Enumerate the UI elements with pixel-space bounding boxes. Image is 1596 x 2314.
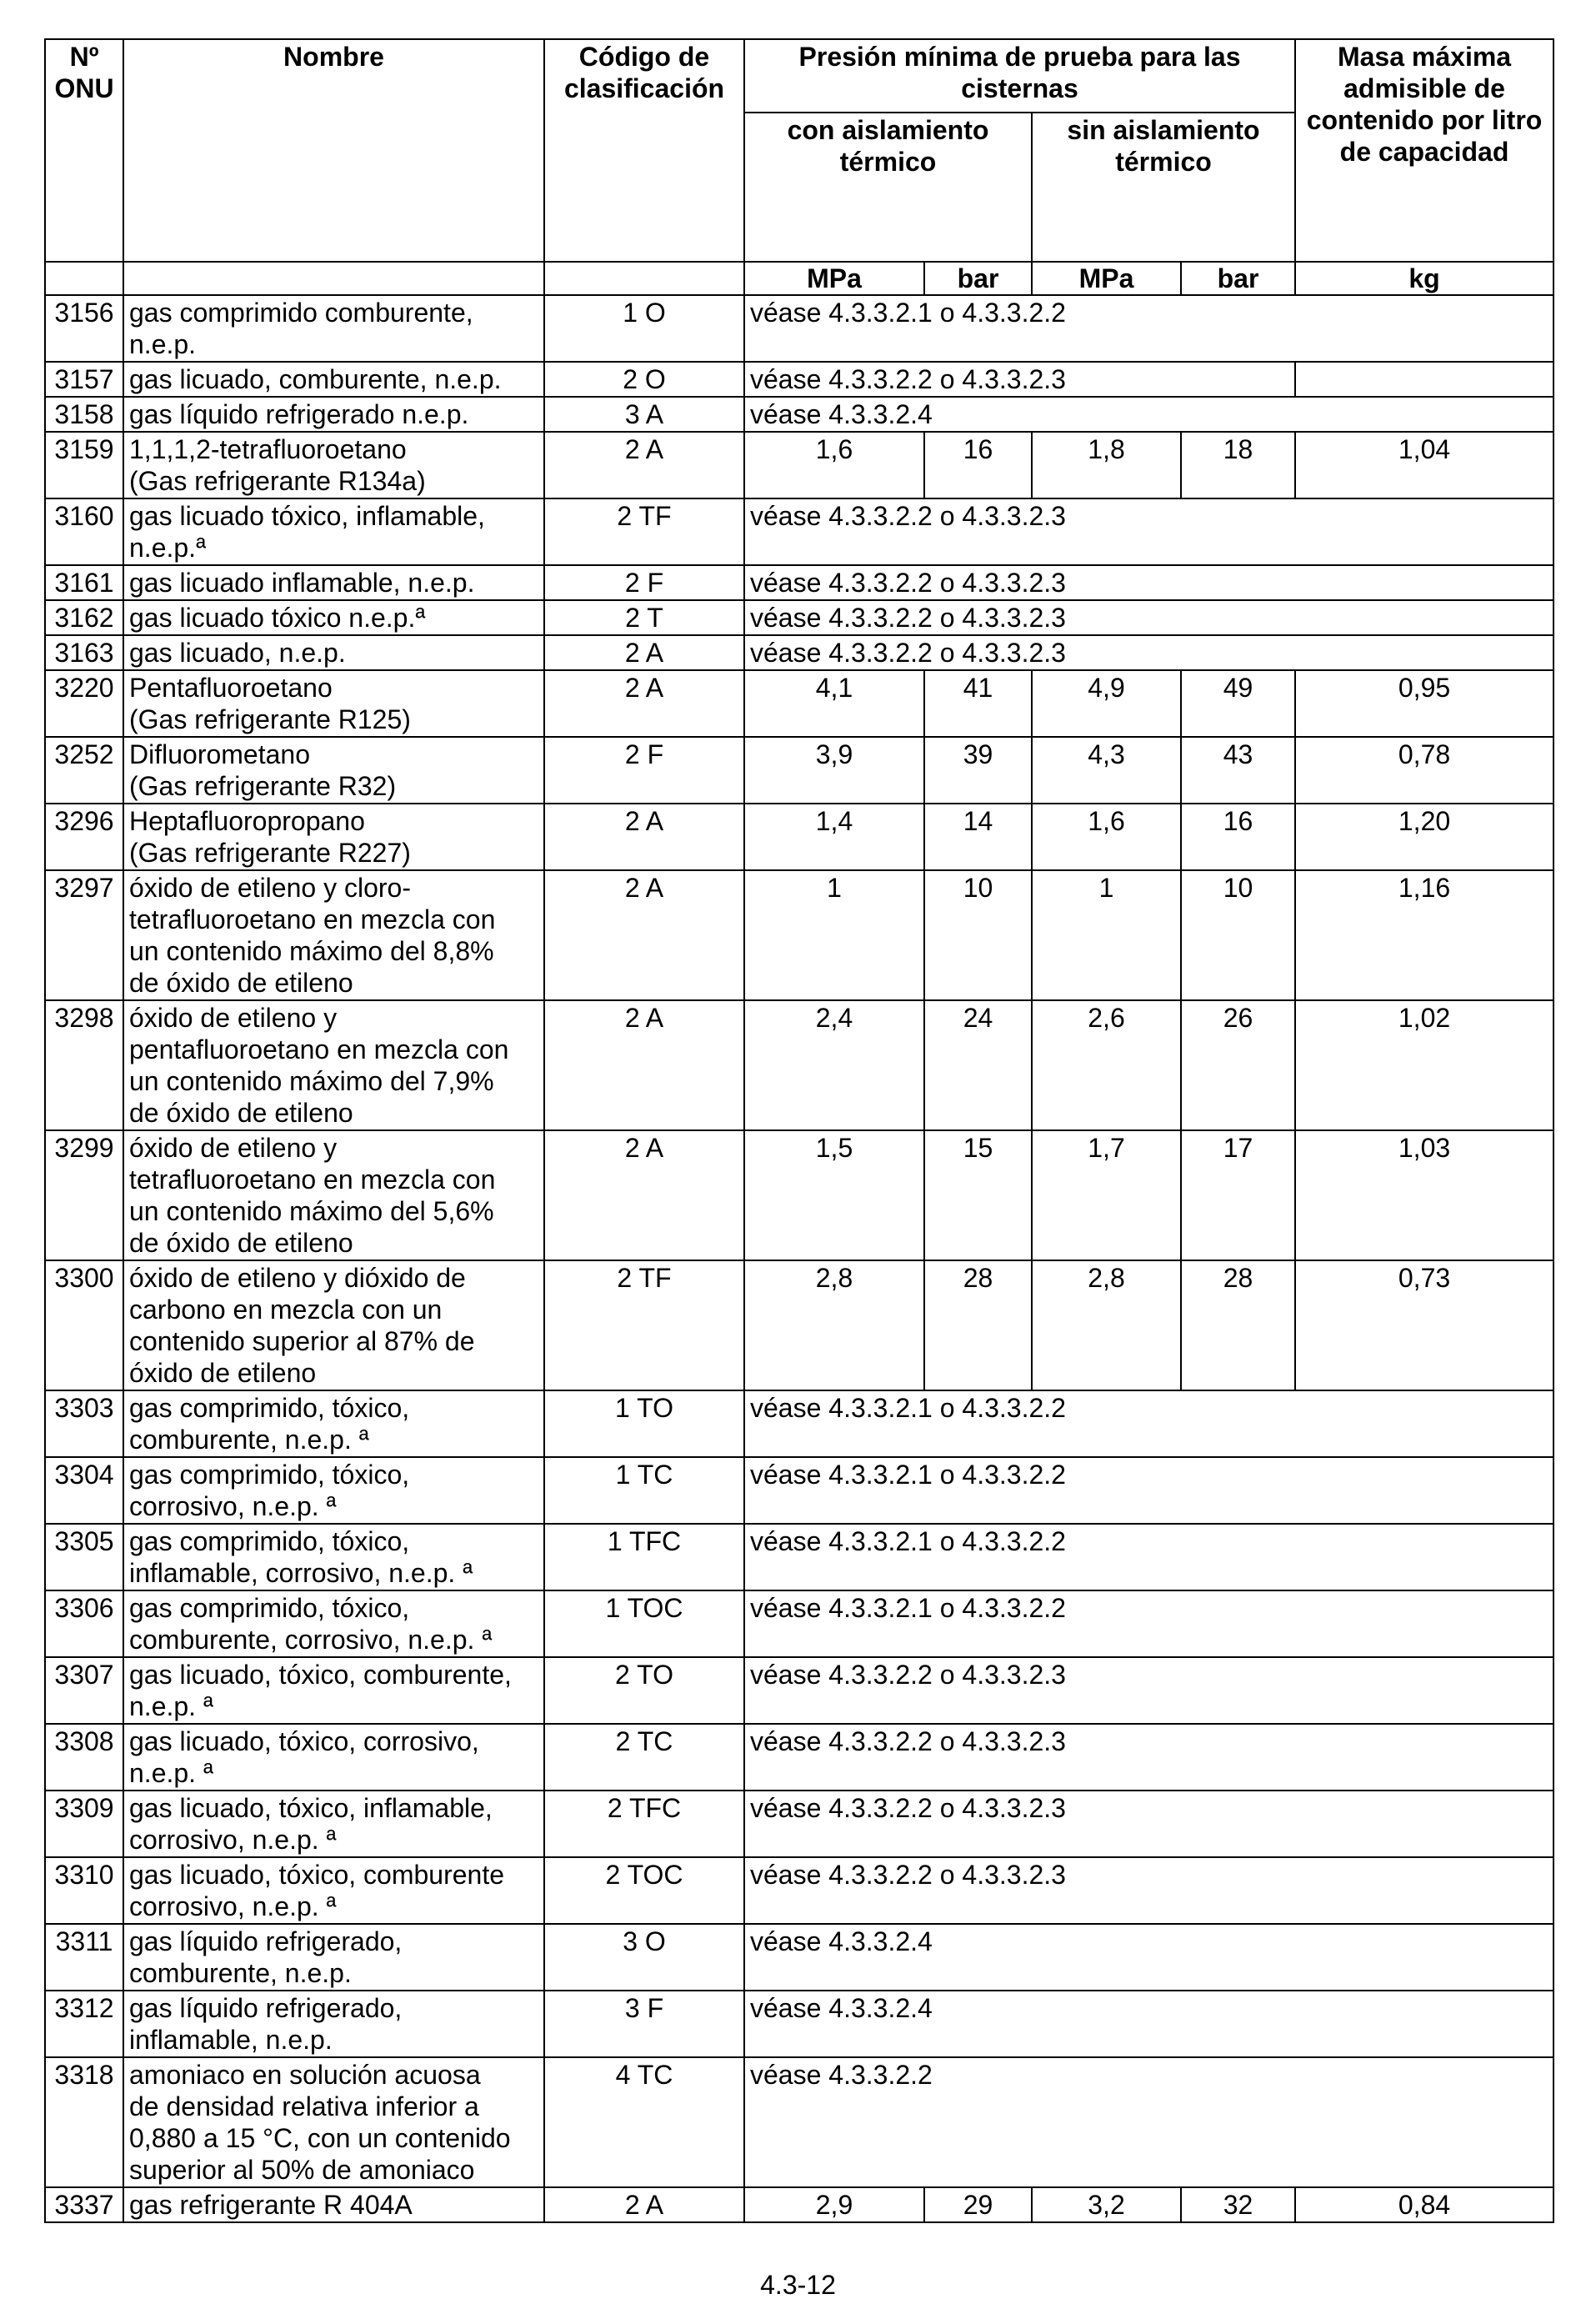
header-un-no: [45, 39, 123, 262]
table-row: [45, 397, 1553, 432]
substance-name-cell: [123, 498, 544, 565]
classification-code-cell: 1 TOC: [544, 1590, 744, 1657]
substance-name-line: gas comprimido comburente,: [129, 298, 473, 328]
substance-name-cell: [123, 804, 544, 870]
max-mass-cell: 1,02: [1295, 1000, 1553, 1130]
reference-cell: véase 4.3.3.2.2 o 4.3.3.2.3: [744, 1724, 1553, 1791]
classification-code-cell: 2 T: [544, 600, 744, 635]
un-number-cell: 3310: [45, 1857, 123, 1924]
un-number-cell: 3163: [45, 635, 123, 670]
table-row: [45, 870, 1553, 1000]
un-number-cell: 3220: [45, 670, 123, 737]
table-header: [45, 39, 1553, 295]
reference-cell: véase 4.3.3.2.2 o 4.3.3.2.3: [744, 362, 1295, 397]
classification-code-cell: 2 TO: [544, 1657, 744, 1724]
classification-code-cell: 1 O: [544, 295, 744, 362]
max-mass-cell: 0,84: [1295, 2187, 1553, 2222]
substance-name-line: gas licuado inflamable, n.e.p.: [129, 568, 475, 598]
substance-name-line: inflamable, corrosivo, n.e.p. ª: [129, 1558, 473, 1588]
classification-code-cell: 3 O: [544, 1924, 744, 1991]
substance-name-line: gas licuado, comburente, n.e.p.: [129, 364, 502, 394]
pressure-mpa-uninsulated-cell: 1,7: [1032, 1130, 1181, 1260]
substance-name-cell: [123, 1590, 544, 1657]
substance-name-line: un contenido máximo del 5,6%: [129, 1196, 494, 1226]
table-row: [45, 362, 1553, 397]
classification-code-cell: 2 O: [544, 362, 744, 397]
table-row: [45, 1000, 1553, 1130]
reference-cell: véase 4.3.3.2.2 o 4.3.3.2.3: [744, 1657, 1553, 1724]
substance-name-cell: [123, 397, 544, 432]
reference-cell: véase 4.3.3.2.4: [744, 1924, 1553, 1991]
substance-name-cell: [123, 432, 544, 498]
pressure-mpa-insulated-cell: 2,4: [744, 1000, 924, 1130]
un-number-cell: 3296: [45, 804, 123, 870]
substance-name-cell: [123, 1000, 544, 1130]
un-number-cell: 3156: [45, 295, 123, 362]
header-unit-mpa-insulated: MPa: [744, 262, 924, 295]
classification-code-cell: 4 TC: [544, 2057, 744, 2187]
un-number-cell: 3312: [45, 1991, 123, 2057]
substance-name-line: 1,1,1,2-tetrafluoroetano: [129, 434, 407, 464]
substance-name-line: corrosivo, n.e.p. ª: [129, 1825, 337, 1855]
classification-code-cell: 2 A: [544, 804, 744, 870]
substance-name-line: gas líquido refrigerado,: [129, 1993, 403, 2023]
reference-cell: véase 4.3.3.2.2: [744, 2057, 1553, 2187]
substance-name-line: gas líquido refrigerado,: [129, 1926, 403, 1956]
reference-cell: véase 4.3.3.2.4: [744, 1991, 1553, 2057]
header-unit-bar-insulated: bar: [924, 262, 1032, 295]
substance-name-cell: [123, 362, 544, 397]
header-unit-kg: kg: [1295, 262, 1553, 295]
substance-name-line: tetrafluoroetano en mezcla con: [129, 904, 496, 934]
pressure-bar-uninsulated-cell: 26: [1181, 1000, 1295, 1130]
substance-name-line: n.e.p. ª: [129, 1758, 213, 1788]
pressure-mpa-uninsulated-cell: 1: [1032, 870, 1181, 1000]
substance-name-line: de óxido de etileno: [129, 1098, 353, 1128]
max-mass-cell: 1,04: [1295, 432, 1553, 498]
classification-code-cell: 2 TC: [544, 1724, 744, 1791]
classification-code-cell: 3 A: [544, 397, 744, 432]
table-row: [45, 1260, 1553, 1390]
reference-cell: véase 4.3.3.2.2 o 4.3.3.2.3: [744, 635, 1553, 670]
classification-code-cell: 1 TO: [544, 1390, 744, 1457]
pressure-bar-uninsulated-cell: 49: [1181, 670, 1295, 737]
substance-name-line: gas comprimido, tóxico,: [129, 1460, 410, 1490]
max-mass-cell: 0,73: [1295, 1260, 1553, 1390]
max-mass-cell: 1,20: [1295, 804, 1553, 870]
reference-cell: véase 4.3.3.2.1 o 4.3.3.2.2: [744, 1590, 1553, 1657]
un-number-cell: 3158: [45, 397, 123, 432]
substance-name-line: carbono en mezcla con un: [129, 1295, 443, 1325]
pressure-bar-insulated-cell: 16: [924, 432, 1032, 498]
table-body: [45, 295, 1553, 2222]
substance-name-line: corrosivo, n.e.p. ª: [129, 1491, 337, 1521]
table-row: [45, 1724, 1553, 1791]
table-row: [45, 635, 1553, 670]
substance-name-line: un contenido máximo del 7,9%: [129, 1066, 494, 1096]
un-number-cell: 3297: [45, 870, 123, 1000]
un-number-cell: 3307: [45, 1657, 123, 1724]
substance-name-line: gas comprimido, tóxico,: [129, 1393, 410, 1423]
substance-name-cell: [123, 2057, 544, 2187]
table-row: [45, 1130, 1553, 1260]
table-row: [45, 670, 1553, 737]
un-number-cell: 3337: [45, 2187, 123, 2222]
table-row: [45, 1857, 1553, 1924]
substance-name-line: corrosivo, n.e.p. ª: [129, 1891, 337, 1921]
pressure-mpa-insulated-cell: 1,4: [744, 804, 924, 870]
pressure-mpa-insulated-cell: 1: [744, 870, 924, 1000]
pressure-mpa-uninsulated-cell: 2,6: [1032, 1000, 1181, 1130]
substance-name-cell: [123, 565, 544, 600]
classification-code-cell: 1 TFC: [544, 1524, 744, 1590]
substance-name-cell: [123, 1390, 544, 1457]
un-number-cell: 3300: [45, 1260, 123, 1390]
pressure-mpa-uninsulated-cell: 3,2: [1032, 2187, 1181, 2222]
page-number: 4.3-12: [760, 2270, 836, 2300]
pressure-bar-uninsulated-cell: 43: [1181, 737, 1295, 804]
reference-cell: véase 4.3.3.2.1 o 4.3.3.2.2: [744, 1524, 1553, 1590]
pressure-bar-uninsulated-cell: 32: [1181, 2187, 1295, 2222]
reference-cell: véase 4.3.3.2.2 o 4.3.3.2.3: [744, 600, 1553, 635]
substance-name-line: contenido superior al 87% de: [129, 1326, 475, 1356]
substance-name-cell: [123, 1791, 544, 1857]
substance-name-cell: [123, 1924, 544, 1991]
table-row: [45, 295, 1553, 362]
substance-name-line: de densidad relativa inferior a: [129, 2091, 479, 2121]
table-row: [45, 1791, 1553, 1857]
pressure-mpa-uninsulated-cell: 2,8: [1032, 1260, 1181, 1390]
un-number-cell: 3299: [45, 1130, 123, 1260]
substance-name-cell: [123, 1130, 544, 1260]
un-number-cell: 3157: [45, 362, 123, 397]
substance-name-line: (Gas refrigerante R125): [129, 704, 411, 734]
substance-name-cell: [123, 1524, 544, 1590]
substance-name-line: amoniaco en solución acuosa: [129, 2060, 481, 2090]
substance-name-line: pentafluoroetano en mezcla con: [129, 1034, 509, 1064]
un-number-cell: 3159: [45, 432, 123, 498]
un-number-cell: 3303: [45, 1390, 123, 1457]
substance-name-line: de óxido de etileno: [129, 968, 353, 998]
reference-cell: véase 4.3.3.2.2 o 4.3.3.2.3: [744, 1857, 1553, 1924]
table-row: [45, 600, 1553, 635]
substance-name-line: gas licuado, tóxico, comburente,: [129, 1660, 512, 1690]
substance-name-line: óxido de etileno: [129, 1358, 317, 1388]
classification-code-cell: 2 A: [544, 1000, 744, 1130]
substance-name-line: superior al 50% de amoniaco: [129, 2155, 475, 2185]
substance-name-line: gas refrigerante R 404A: [129, 2190, 413, 2220]
substance-name-cell: [123, 1724, 544, 1791]
header-without-insulation: sin aislamiento térmico: [1032, 113, 1295, 262]
substance-name-cell: [123, 737, 544, 804]
reference-cell: véase 4.3.3.2.2 o 4.3.3.2.3: [744, 565, 1553, 600]
header-un-no-line1: Nº: [69, 42, 99, 72]
table-row: [45, 565, 1553, 600]
max-mass-cell: 0,95: [1295, 670, 1553, 737]
table-row: [45, 1457, 1553, 1524]
un-number-cell: 3161: [45, 565, 123, 600]
un-number-cell: 3311: [45, 1924, 123, 1991]
header-un-no-line2: ONU: [54, 73, 114, 103]
pressure-mpa-insulated-cell: 1,5: [744, 1130, 924, 1260]
substance-name-line: 0,880 a 15 °C, con un contenido: [129, 2123, 511, 2153]
substance-name-line: (Gas refrigerante R32): [129, 771, 397, 801]
substance-name-line: de óxido de etileno: [129, 1228, 353, 1258]
substance-name-cell: [123, 635, 544, 670]
substance-name-line: comburente, n.e.p. ª: [129, 1425, 369, 1455]
substance-name-line: un contenido máximo del 8,8%: [129, 936, 494, 966]
pressure-bar-uninsulated-cell: 10: [1181, 870, 1295, 1000]
pressure-bar-insulated-cell: 10: [924, 870, 1032, 1000]
substance-name-line: gas licuado, n.e.p.: [129, 638, 346, 668]
classification-code-cell: 2 TF: [544, 1260, 744, 1390]
un-number-cell: 3305: [45, 1524, 123, 1590]
substance-name-line: comburente, corrosivo, n.e.p. ª: [129, 1625, 493, 1655]
pressure-bar-insulated-cell: 24: [924, 1000, 1032, 1130]
classification-code-cell: 2 TFC: [544, 1791, 744, 1857]
reference-cell: véase 4.3.3.2.4: [744, 397, 1553, 432]
table-row: [45, 1991, 1553, 2057]
substance-name-line: gas líquido refrigerado n.e.p.: [129, 399, 469, 429]
un-number-cell: 3162: [45, 600, 123, 635]
pressure-bar-uninsulated-cell: 18: [1181, 432, 1295, 498]
classification-code-cell: 2 A: [544, 635, 744, 670]
substance-name-line: n.e.p. ª: [129, 1691, 213, 1721]
table-row: [45, 2187, 1553, 2222]
un-gas-table: [44, 38, 1554, 2223]
classification-code-cell: 3 F: [544, 1991, 744, 2057]
header-name: Nombre: [123, 39, 544, 262]
max-mass-cell: [1295, 362, 1553, 397]
classification-code-cell: 2 F: [544, 565, 744, 600]
header-unit-bar-uninsulated: bar: [1181, 262, 1295, 295]
substance-name-line: tetrafluoroetano en mezcla con: [129, 1165, 496, 1195]
pressure-mpa-uninsulated-cell: 4,3: [1032, 737, 1181, 804]
substance-name-line: n.e.p.ª: [129, 533, 206, 563]
header-with-insulation: con aislamiento térmico: [744, 113, 1032, 262]
reference-cell: véase 4.3.3.2.1 o 4.3.3.2.2: [744, 1390, 1553, 1457]
substance-name-cell: [123, 1457, 544, 1524]
un-number-cell: 3252: [45, 737, 123, 804]
reference-cell: véase 4.3.3.2.1 o 4.3.3.2.2: [744, 295, 1553, 362]
classification-code-cell: 2 A: [544, 2187, 744, 2222]
substance-name-line: óxido de etileno y: [129, 1003, 338, 1033]
header-classification-code: Código de clasificación: [544, 39, 744, 262]
substance-name-line: óxido de etileno y: [129, 1133, 338, 1163]
substance-name-cell: [123, 670, 544, 737]
pressure-mpa-insulated-cell: 2,9: [744, 2187, 924, 2222]
substance-name-line: Pentafluoroetano: [129, 673, 333, 703]
un-number-cell: 3318: [45, 2057, 123, 2187]
substance-name-line: gas licuado tóxico n.e.p.ª: [129, 603, 426, 633]
pressure-mpa-insulated-cell: 4,1: [744, 670, 924, 737]
substance-name-cell: [123, 2187, 544, 2222]
header-min-test-pressure: Presión mínima de prueba para las cisternas: [744, 39, 1295, 113]
reference-cell: véase 4.3.3.2.2 o 4.3.3.2.3: [744, 1791, 1553, 1857]
table-row: [45, 737, 1553, 804]
pressure-bar-insulated-cell: 15: [924, 1130, 1032, 1260]
pressure-mpa-insulated-cell: 1,6: [744, 432, 924, 498]
header-unit-mpa-uninsulated: MPa: [1032, 262, 1181, 295]
pressure-bar-uninsulated-cell: 17: [1181, 1130, 1295, 1260]
un-number-cell: 3298: [45, 1000, 123, 1130]
pressure-bar-insulated-cell: 41: [924, 670, 1032, 737]
classification-code-cell: 2 TOC: [544, 1857, 744, 1924]
table-row: [45, 1524, 1553, 1590]
pressure-mpa-uninsulated-cell: 1,8: [1032, 432, 1181, 498]
substance-name-cell: [123, 1991, 544, 2057]
substance-name-line: gas licuado, tóxico, inflamable,: [129, 1793, 493, 1823]
table-row: [45, 498, 1553, 565]
substance-name-line: Heptafluoropropano: [129, 806, 365, 836]
substance-name-line: gas licuado tóxico, inflamable,: [129, 501, 485, 531]
table-row: [45, 1924, 1553, 1991]
header-units-blank-1: [45, 262, 123, 295]
classification-code-cell: 1 TC: [544, 1457, 744, 1524]
substance-name-line: Difluorometano: [129, 739, 310, 769]
classification-code-cell: 2 F: [544, 737, 744, 804]
substance-name-line: óxido de etileno y dióxido de: [129, 1263, 466, 1293]
pressure-mpa-uninsulated-cell: 4,9: [1032, 670, 1181, 737]
classification-code-cell: 2 A: [544, 670, 744, 737]
un-number-cell: 3160: [45, 498, 123, 565]
substance-name-cell: [123, 1657, 544, 1724]
substance-name-line: gas comprimido, tóxico,: [129, 1593, 410, 1623]
classification-code-cell: 2 A: [544, 432, 744, 498]
table-row: [45, 1657, 1553, 1724]
pressure-bar-insulated-cell: 29: [924, 2187, 1032, 2222]
table-row: [45, 432, 1553, 498]
substance-name-line: (Gas refrigerante R134a): [129, 466, 426, 496]
substance-name-line: (Gas refrigerante R227): [129, 838, 411, 868]
un-number-cell: 3308: [45, 1724, 123, 1791]
pressure-bar-uninsulated-cell: 28: [1181, 1260, 1295, 1390]
substance-name-cell: [123, 295, 544, 362]
substance-name-line: gas comprimido, tóxico,: [129, 1526, 410, 1556]
substance-name-line: inflamable, n.e.p.: [129, 2025, 333, 2055]
table-row: [45, 1390, 1553, 1457]
table-row: [45, 1590, 1553, 1657]
max-mass-cell: 1,16: [1295, 870, 1553, 1000]
un-number-cell: 3309: [45, 1791, 123, 1857]
pressure-mpa-uninsulated-cell: 1,6: [1032, 804, 1181, 870]
reference-cell: véase 4.3.3.2.1 o 4.3.3.2.2: [744, 1457, 1553, 1524]
max-mass-cell: 1,03: [1295, 1130, 1553, 1260]
header-units-blank-2: [123, 262, 544, 295]
pressure-mpa-insulated-cell: 2,8: [744, 1260, 924, 1390]
un-number-cell: 3306: [45, 1590, 123, 1657]
substance-name-line: comburente, n.e.p.: [129, 1958, 352, 1988]
max-mass-cell: 0,78: [1295, 737, 1553, 804]
classification-code-cell: 2 TF: [544, 498, 744, 565]
substance-name-line: gas licuado, tóxico, corrosivo,: [129, 1726, 479, 1756]
header-max-mass: Masa máxima admisible de contenido por litro de capacidad: [1295, 39, 1553, 262]
table-row: [45, 804, 1553, 870]
pressure-bar-uninsulated-cell: 16: [1181, 804, 1295, 870]
substance-name-cell: [123, 870, 544, 1000]
substance-name-cell: [123, 1260, 544, 1390]
header-units-blank-3: [544, 262, 744, 295]
pressure-bar-insulated-cell: 39: [924, 737, 1032, 804]
substance-name-line: n.e.p.: [129, 329, 197, 359]
reference-cell: véase 4.3.3.2.2 o 4.3.3.2.3: [744, 498, 1553, 565]
substance-name-cell: [123, 600, 544, 635]
un-number-cell: 3304: [45, 1457, 123, 1524]
pressure-mpa-insulated-cell: 3,9: [744, 737, 924, 804]
classification-code-cell: 2 A: [544, 1130, 744, 1260]
pressure-bar-insulated-cell: 14: [924, 804, 1032, 870]
substance-name-line: óxido de etileno y cloro-: [129, 873, 411, 903]
pressure-bar-insulated-cell: 28: [924, 1260, 1032, 1390]
table-row: [45, 2057, 1553, 2187]
substance-name-cell: [123, 1857, 544, 1924]
substance-name-line: gas licuado, tóxico, comburente: [129, 1860, 505, 1890]
classification-code-cell: 2 A: [544, 870, 744, 1000]
